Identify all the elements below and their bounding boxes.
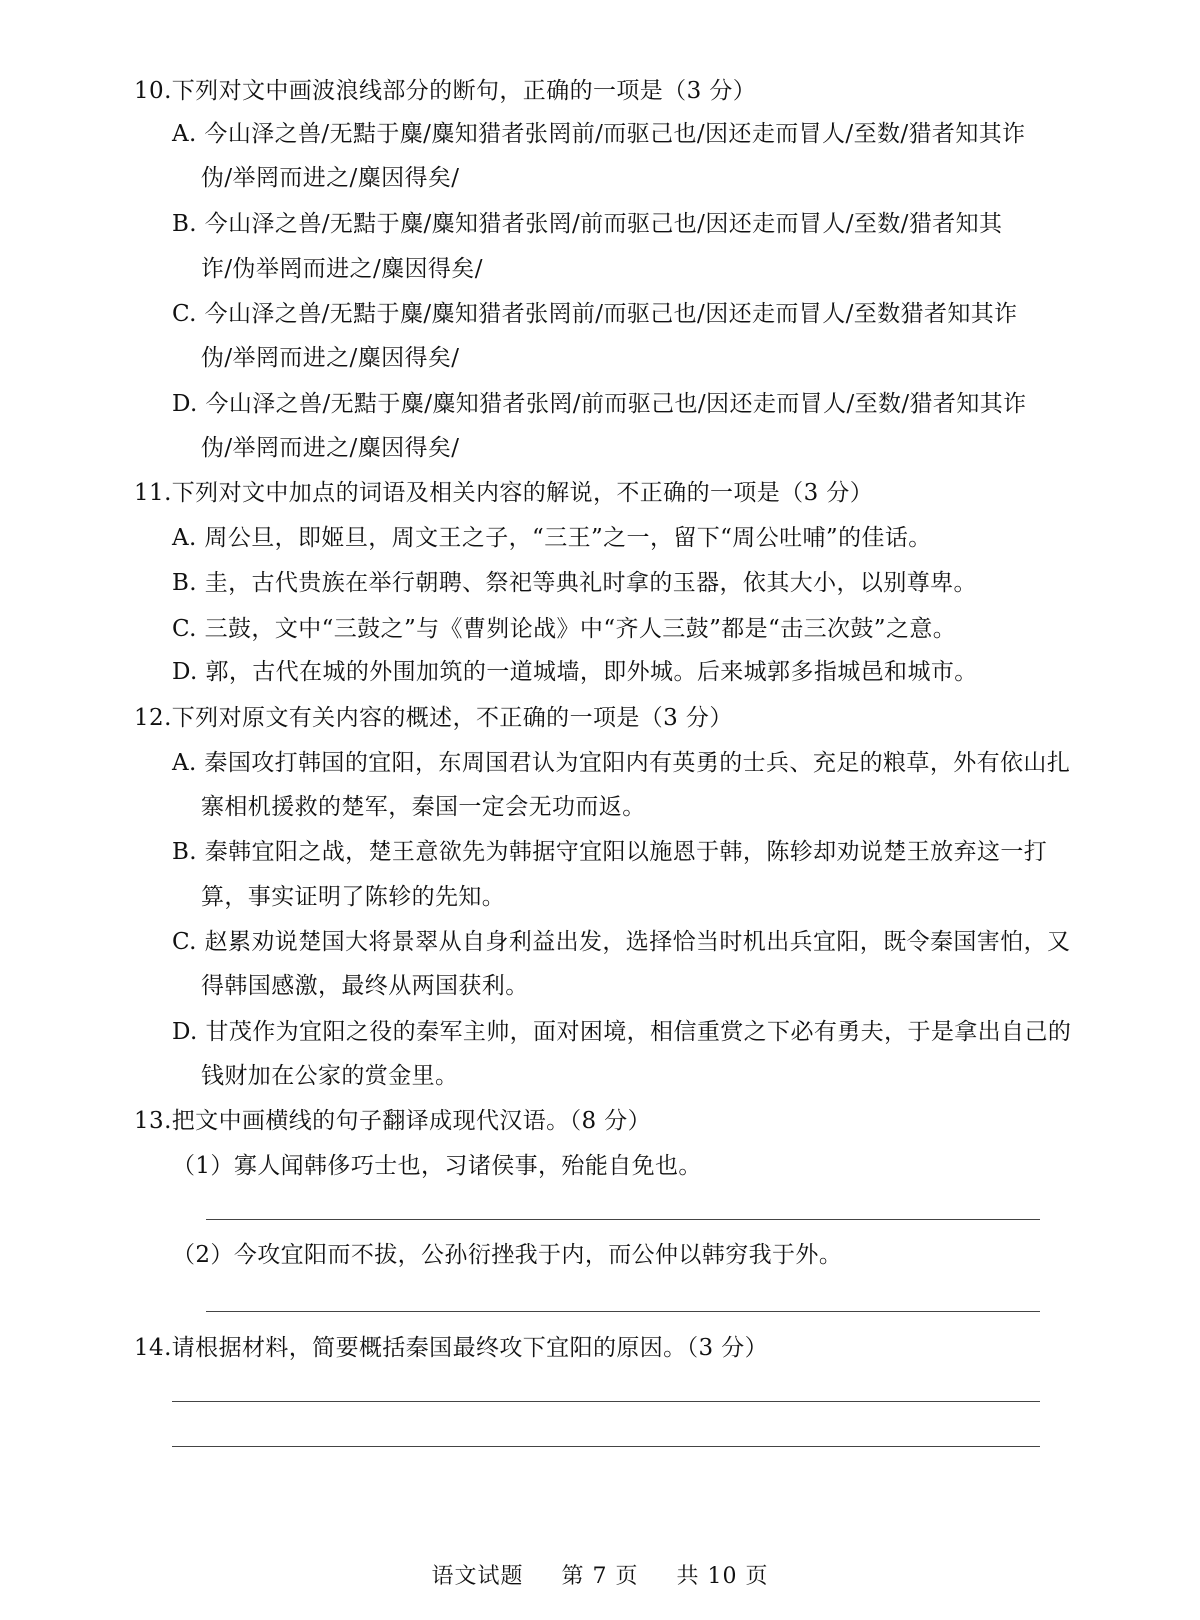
- page-footer: [0, 1563, 1200, 1591]
- q11-option-b: B. 圭，古代贵族在举行朝聘、祭祀等典礼时拿的玉器，依其大小，以别尊卑。: [172, 570, 977, 596]
- q10-option-b-line1: B. 今山泽之兽/无黠于麋/麋知猎者张罔/前而驱己也/因还走而冒人/至数/猎者知其: [172, 211, 1003, 237]
- q12-option-b-line1: B. 秦韩宜阳之战，楚王意欲先为韩据守宜阳以施恩于韩，陈轸却劝说楚王放弃这一打: [172, 839, 1048, 865]
- q13-sub-1: （1）寡人闻韩侈巧士也，习诸侯事，殆能自免也。: [172, 1153, 702, 1179]
- q10-option-a-line2: 伪/举罔而进之/麋因得矣/: [201, 165, 460, 191]
- q10-option-c-line1: C. 今山泽之兽/无黠于麋/麋知猎者张罔前/而驱己也/因还走而冒人/至数猎者知其诈: [172, 301, 1018, 327]
- q10-option-d-line1: D. 今山泽之兽/无黠于麋/麋知猎者张罔/前而驱己也/因还走而冒人/至数/猎者知其诈: [172, 391, 1027, 417]
- q10-option-a-line1: A. 今山泽之兽/无黠于麋/麋知猎者张罔前/而驱己也/因还走而冒人/至数/猎者知其诈: [172, 121, 1026, 147]
- footer-subject: 语文试题: [431, 1564, 524, 1589]
- q12-option-d-line1: D. 甘茂作为宜阳之役的秦军主帅，面对困境，相信重赏之下必有勇夫，于是拿出自己的: [172, 1019, 1072, 1045]
- q12-option-c-line2: 得韩国感激，最终从两国获利。: [201, 973, 529, 999]
- question-10-stem: 10.下列对文中画波浪线部分的断句，正确的一项是（3 分）: [134, 78, 757, 104]
- q11-option-d: D. 郭，古代在城的外围加筑的一道城墙，即外城。后来城郭多指城邑和城市。: [172, 659, 978, 685]
- question-13-stem: 13.把文中画横线的句子翻译成现代汉语。（8 分）: [134, 1108, 652, 1134]
- answer-line[interactable]: [206, 1219, 1040, 1220]
- footer-page-number: 第 7 页: [561, 1564, 639, 1589]
- q10-option-b-line2: 诈/伪举罔而进之/麋因得矣/: [201, 256, 483, 282]
- answer-line[interactable]: [172, 1401, 1040, 1402]
- q12-option-a-line2: 寨相机援救的楚军，秦国一定会无功而返。: [201, 794, 646, 820]
- q11-option-a: A. 周公旦，即姬旦，周文王之子，“三王”之一，留下“周公吐哺”的佳话。: [172, 525, 932, 551]
- q12-option-b-line2: 算，事实证明了陈轸的先知。: [201, 884, 506, 910]
- q13-sub-2: （2）今攻宜阳而不拔，公孙衍挫我于内，而公仲以韩穷我于外。: [172, 1242, 843, 1268]
- question-12-stem: 12.下列对原文有关内容的概述，不正确的一项是（3 分）: [134, 705, 733, 731]
- answer-line[interactable]: [206, 1311, 1040, 1312]
- q12-option-a-line1: A. 秦国攻打韩国的宜阳，东周国君认为宜阳内有英勇的士兵、充足的粮草，外有依山扎: [172, 750, 1071, 776]
- q10-option-c-line2: 伪/举罔而进之/麋因得矣/: [201, 345, 460, 371]
- question-14-stem: 14.请根据材料，简要概括秦国最终攻下宜阳的原因。（3 分）: [134, 1335, 769, 1361]
- footer-total-pages: 共 10 页: [676, 1564, 769, 1589]
- q11-option-c: C. 三鼓，文中“三鼓之”与《曹刿论战》中“齐人三鼓”都是“击三次鼓”之意。: [172, 616, 957, 642]
- q12-option-c-line1: C. 赵累劝说楚国大将景翠从自身利益出发，选择恰当时机出兵宜阳，既令秦国害怕，又: [172, 929, 1071, 955]
- q12-option-d-line2: 钱财加在公家的赏金里。: [201, 1063, 459, 1089]
- q10-option-d-line2: 伪/举罔而进之/麋因得矣/: [201, 435, 460, 461]
- question-11-stem: 11.下列对文中加点的词语及相关内容的解说，不正确的一项是（3 分）: [134, 480, 874, 506]
- answer-line[interactable]: [172, 1446, 1040, 1447]
